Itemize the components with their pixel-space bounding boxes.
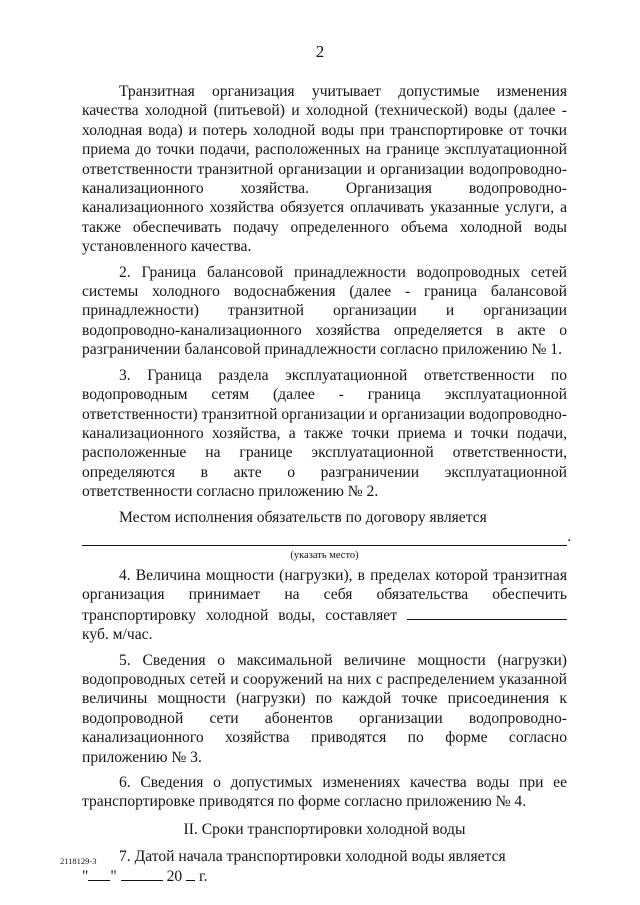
- place-caption: (указать место): [290, 549, 359, 561]
- page-number: 2: [315, 42, 325, 61]
- paragraph-4-capacity: [82, 566, 567, 645]
- paragraph-7-start-date: 7. Датой начала транспортировки холодной воды является: [119, 847, 506, 865]
- start-date-line: [82, 866, 567, 886]
- paragraph-2-balance-boundary: 2. Граница балансовой принадлежности водопроводных сетей системы холодного водоснабжения (далее - граница балансовой принадлежности) транзитной организации и организации водопроводно-канализационного хозяйства определяется в акте о разграничении балансовой принадлежности согласно приложению № 1.: [82, 263, 567, 359]
- section-title: II. Сроки транспортировки холодной воды: [183, 820, 466, 838]
- document-body: [82, 82, 571, 887]
- date-open-quote: ": [82, 868, 89, 886]
- place-end-period: .: [567, 528, 571, 545]
- footer-code: 2118129-3: [60, 856, 97, 866]
- date-suffix: г.: [198, 868, 208, 886]
- date-year: 20: [166, 868, 183, 886]
- paragraph-6-quality-changes: 6. Сведения о допустимых изменениях качества воды при ее транспортировке приводятся по форме согласно приложению № 4.: [82, 774, 567, 811]
- day-blank: [88, 866, 110, 881]
- capacity-unit: куб. м/час.: [82, 626, 153, 644]
- date-close-quote: ": [110, 868, 117, 886]
- month-blank: [121, 866, 163, 881]
- capacity-blank: [407, 605, 567, 620]
- paragraph-place-of-performance: Местом исполнения обязательств по договору является: [119, 508, 487, 526]
- paragraph-5-max-capacity: 5. Сведения о максимальной величине мощности (нагрузки) водопроводных сетей и сооружений на них с распределением указанной величины мощности (нагрузки) по каждой точке присоединения к водопроводной сети абонентов организации водопроводно-канализационного хозяйства приводятся по форме согласно приложению № 3.: [82, 651, 567, 766]
- place-blank-row: [82, 528, 571, 546]
- paragraph-3-operational-boundary: 3. Граница раздела эксплуатационной ответственности по водопроводным сетям (далее - граница эксплуатационной ответственности) транзитной организации и организации водопроводно-канализационного хозяйства, а также точки приема и точки подачи, расположенные на границе эксплуатационной ответственности, определяются в акте о разграничении эксплуатационной ответственности согласно приложению № 2.: [82, 366, 567, 501]
- paragraph-transit-intro: Транзитная организация учитывает допустимые изменения качества холодной (питьевой) и холодной (технической) воды (далее - холодная вода) и потерь холодной воды при транспортировке от точки приема до точки подачи, расположенных на границе эксплуатационной ответственности транзитной организации и организации водопроводно-канализационного хозяйства. Организация водопроводно-канализационного хозяйства обязуется оплачивать указанные услуги, а также обеспечивать подачу определенного объема холодной воды установленного качества.: [82, 83, 567, 256]
- paragraph-4-text: 4. Величина мощности (нагрузки), в пределах которой транзитная организация принимает на себя обязательства обеспечить транспортировку холодной воды, составляет: [82, 566, 567, 624]
- year-blank: [186, 866, 195, 881]
- place-blank-line: [82, 545, 567, 546]
